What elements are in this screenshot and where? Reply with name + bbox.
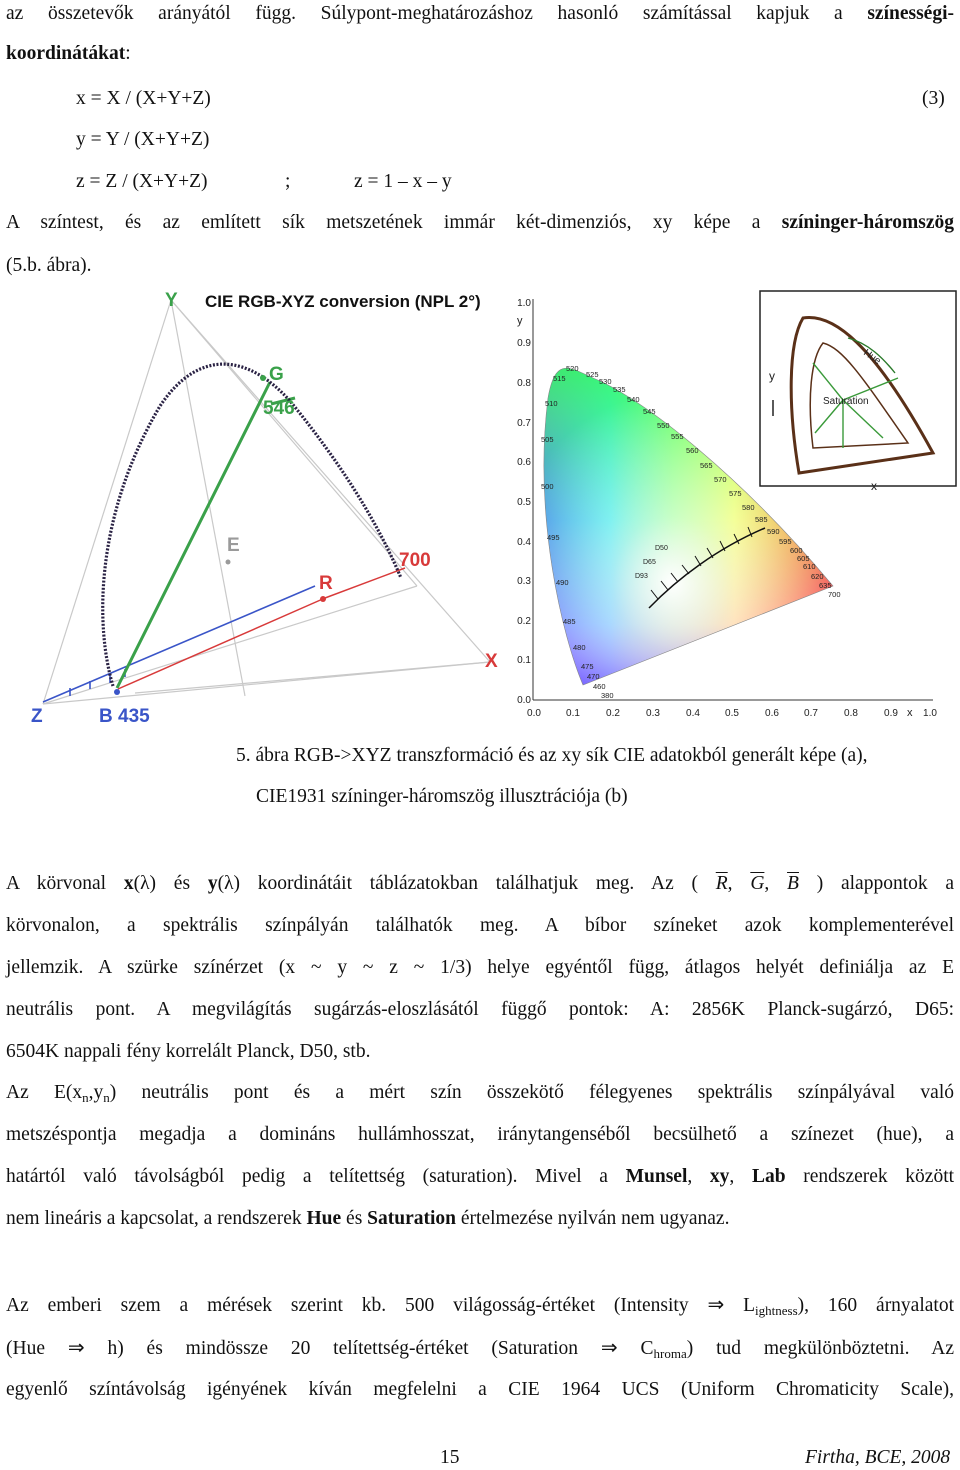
symbol-r-bar: $\overline{R}$	[715, 873, 728, 894]
implies-arrow-icon: ⇒	[67, 1335, 85, 1359]
wl-540: 540	[627, 395, 640, 404]
figure-a-title: CIE RGB-XYZ conversion (NPL 2°)	[205, 292, 481, 311]
wl-585: 585	[755, 515, 768, 524]
wl-620: 620	[811, 572, 824, 581]
term-lab: Lab	[751, 1166, 786, 1187]
implies-arrow-icon: ⇒	[600, 1335, 618, 1359]
term-saturation: Saturation	[367, 1208, 457, 1229]
wl-490: 490	[556, 578, 569, 587]
wl-495: 495	[547, 533, 560, 542]
wl-500: 500	[541, 482, 554, 491]
y-tick-0.9: 0.9	[517, 338, 531, 349]
para-b-text: ) alappontok a	[816, 873, 955, 894]
illuminant-d93: D93	[635, 573, 648, 580]
para-a-text: A színtest, és az említett sík metszetének immár két-dimenziós, xy képe a	[6, 212, 761, 233]
para-d-text: ) tud megkülönböztetni. Az	[686, 1338, 955, 1359]
inset-x-label: x	[871, 479, 877, 493]
x-tick-0.1: 0.1	[566, 708, 580, 719]
y-tick-0.3: 0.3	[517, 576, 531, 587]
para-c-text: határtól való távolságból pedig a telítettség (saturation). Mivel a	[6, 1166, 608, 1187]
y-tick-0.0: 0.0	[517, 695, 531, 706]
x-axis-label: x	[907, 707, 913, 719]
para-b-line-1	[6, 872, 954, 896]
wl-520: 520	[566, 364, 579, 373]
x-tick-0.3: 0.3	[646, 708, 660, 719]
label-y: Y	[165, 290, 178, 311]
intro-text: az összetevők arányától függ. Súlypont-meghatározáshoz hasonló számítással kapjuk a	[6, 3, 843, 24]
wl-600: 600	[790, 546, 803, 555]
inset-y-label: y	[769, 369, 775, 383]
y-tick-0.4: 0.4	[517, 537, 531, 548]
figure-caption-line-1: 5. ábra RGB->XYZ transzformáció és az xy sík CIE adatokból generált képe (a),	[236, 745, 868, 766]
figure-cie-chromaticity	[503, 288, 958, 724]
label-546: 546	[263, 398, 295, 419]
label-z: Z	[31, 706, 43, 726]
symbol-y: y	[207, 873, 218, 894]
wl-535: 535	[613, 385, 626, 394]
wl-545: 545	[643, 407, 656, 416]
symbol-c: C	[640, 1338, 654, 1359]
y-axis-label: y	[517, 315, 523, 327]
intro-bold-term: színességi-	[867, 3, 954, 24]
inset-hue-saturation	[760, 291, 956, 493]
x-tick-0.5: 0.5	[725, 708, 739, 719]
wl-570: 570	[714, 475, 727, 484]
implies-arrow-icon: ⇒	[707, 1292, 725, 1316]
subscript-ightness: ightness	[755, 1303, 798, 1318]
intro-line-1	[6, 2, 954, 26]
label-x: X	[485, 651, 498, 672]
wl-525: 525	[586, 370, 599, 379]
para-d-line-1	[6, 1292, 954, 1323]
para-d-line-2	[6, 1335, 954, 1366]
subscript-n: n	[103, 1090, 110, 1105]
intro-line-2	[6, 42, 131, 66]
y-tick-1.0: 1.0	[517, 298, 531, 309]
para-c-text: és	[346, 1208, 363, 1229]
y-tick-0.1: 0.1	[517, 655, 531, 666]
label-700: 700	[399, 550, 431, 571]
y-tick-0.5: 0.5	[517, 497, 531, 508]
para-b-line-5: 6504K nappali fény korrelált Planck, D50, stb.	[6, 1041, 371, 1062]
intro-colon: :	[125, 43, 131, 64]
label-e: E	[227, 535, 240, 556]
x-tick-0.2: 0.2	[606, 708, 620, 719]
symbol-b-bar: $\overline{B}$	[787, 873, 799, 894]
wl-590: 590	[767, 527, 780, 536]
label-b435: B 435	[99, 706, 150, 726]
figure-rgb-xyz-conversion	[25, 286, 505, 726]
symbol-l: L	[743, 1295, 756, 1316]
para-b-line-4: neutrális pont. A megvilágítás sugárzás-eloszlásától függő pontok: A: 2856K Planck-sugárzó, D65:	[6, 999, 954, 1020]
symbol-x: x	[123, 873, 134, 894]
x-tick-0.6: 0.6	[765, 708, 779, 719]
term-hue: Hue	[306, 1208, 342, 1229]
para-b-comma: ,	[727, 873, 733, 894]
subscript-n: n	[82, 1090, 89, 1105]
para-d-text: h) és mindössze 20 telítettség-értéket (Saturation	[107, 1338, 579, 1359]
wl-510: 510	[545, 399, 558, 408]
para-c-line-2: metszéspontja megadja a domináns hullámhosszat, iránytangenséből becsülhető a színezet (hue), a	[6, 1124, 954, 1145]
x-tick-0.4: 0.4	[686, 708, 700, 719]
x-tick-0.0: 0.0	[527, 708, 541, 719]
wl-505: 505	[541, 435, 554, 444]
y-tick-0.7: 0.7	[517, 418, 531, 429]
para-d-text: ), 160 árnyalatot	[797, 1295, 954, 1316]
illuminant-d50: D50	[655, 545, 668, 552]
wl-480: 480	[573, 643, 586, 652]
para-b-line-2: körvonalon, a spektrális színpályán találhatók meg. A bíbor színeket azok komplementerével	[6, 915, 954, 936]
wl-380: 380	[601, 691, 614, 700]
page-number: 15	[440, 1447, 460, 1468]
para-b-text: A körvonal	[6, 873, 107, 894]
y-tick-0.2: 0.2	[517, 616, 531, 627]
y-tick-0.8: 0.8	[517, 378, 531, 389]
wl-610: 610	[803, 562, 816, 571]
equation-number: (3)	[922, 88, 945, 109]
wl-515: 515	[553, 374, 566, 383]
term-xy: xy	[709, 1166, 730, 1187]
para-c-line-3	[6, 1165, 954, 1189]
wl-470: 470	[587, 672, 600, 681]
equation-x: x = X / (X+Y+Z)	[76, 88, 211, 109]
wl-460: 460	[593, 682, 606, 691]
x-tick-0.7: 0.7	[804, 708, 818, 719]
symbol-g-bar: $\overline{G}$	[750, 873, 765, 894]
para-b-text: (λ) és	[133, 873, 191, 894]
para-b-text: (λ) koordinátáit táblázatokban találhatjuk meg. Az (	[217, 873, 698, 894]
wl-700: 700	[828, 590, 841, 599]
wl-575: 575	[729, 489, 742, 498]
y-tick-0.6: 0.6	[517, 457, 531, 468]
label-r: R	[319, 573, 333, 594]
para-b-comma: ,	[764, 873, 770, 894]
wl-560: 560	[686, 446, 699, 455]
wl-530: 530	[599, 377, 612, 386]
wl-635: 635	[819, 581, 832, 590]
equation-y: y = Y / (X+Y+Z)	[76, 129, 210, 150]
para-c-comma: ,	[729, 1166, 735, 1187]
wl-565: 565	[700, 461, 713, 470]
inset-hue-label: Hue	[861, 347, 883, 367]
para-c-text: Az E(x	[6, 1082, 83, 1103]
wl-580: 580	[742, 503, 755, 512]
wl-595: 595	[779, 537, 792, 546]
para-a-line-1	[6, 211, 954, 235]
wl-550: 550	[657, 421, 670, 430]
x-tick-0.9: 0.9	[884, 708, 898, 719]
para-c-text: ,y	[88, 1082, 104, 1103]
para-c-comma: ,	[687, 1166, 693, 1187]
figure-caption-line-2: CIE1931 színinger-háromszög illusztrációja (b)	[256, 786, 628, 807]
wl-475: 475	[581, 662, 594, 671]
x-tick-0.8: 0.8	[844, 708, 858, 719]
para-a-bold-term: színinger-háromszög	[781, 212, 954, 233]
wl-485: 485	[563, 617, 576, 626]
para-c-text: értelmezése nyilván nem ugyanaz.	[460, 1208, 730, 1229]
subscript-hroma: hroma	[653, 1346, 687, 1361]
term-munsel: Munsel	[625, 1166, 688, 1187]
para-c-text: nem lineáris a kapcsolat, a rendszerek	[6, 1208, 302, 1229]
x-tick-1.0: 1.0	[923, 708, 937, 719]
para-b-line-3: jellemzik. A szürke színérzet (x ~ y ~ z ~ 1/3) helye egyéntől függ, átlagos helyét definiálja az E	[6, 957, 954, 978]
intro-bold-term-2: koordinátákat	[6, 43, 126, 64]
illuminant-d65: D65	[643, 559, 656, 566]
para-d-text: (Hue	[6, 1338, 45, 1359]
footer-author: Firtha, BCE, 2008	[805, 1447, 951, 1468]
label-g: G	[269, 364, 284, 385]
inset-saturation-label: Saturation	[823, 396, 869, 407]
equation-z: z = Z / (X+Y+Z)	[76, 171, 208, 192]
wl-605: 605	[797, 554, 810, 563]
wl-555: 555	[671, 432, 684, 441]
equation-z-alt: z = 1 – x – y	[354, 171, 452, 192]
para-d-line-3: egyenlő színtávolság igényének kíván megfelelni a CIE 1964 UCS (Uniform Chromaticity Scale),	[6, 1379, 954, 1400]
para-c-line-1	[6, 1081, 954, 1110]
para-c-line-4	[6, 1207, 729, 1231]
para-a-line-2: (5.b. ábra).	[6, 255, 92, 276]
para-c-text: rendszerek között	[803, 1166, 955, 1187]
para-d-text: Az emberi szem a mérések szerint kb. 500 világosság-értéket (Intensity	[6, 1295, 689, 1316]
para-c-text: ) neutrális pont és a mért szín összekötő félegyenes spektrális színpályával való	[109, 1082, 954, 1103]
equation-semicolon: ;	[285, 171, 291, 192]
